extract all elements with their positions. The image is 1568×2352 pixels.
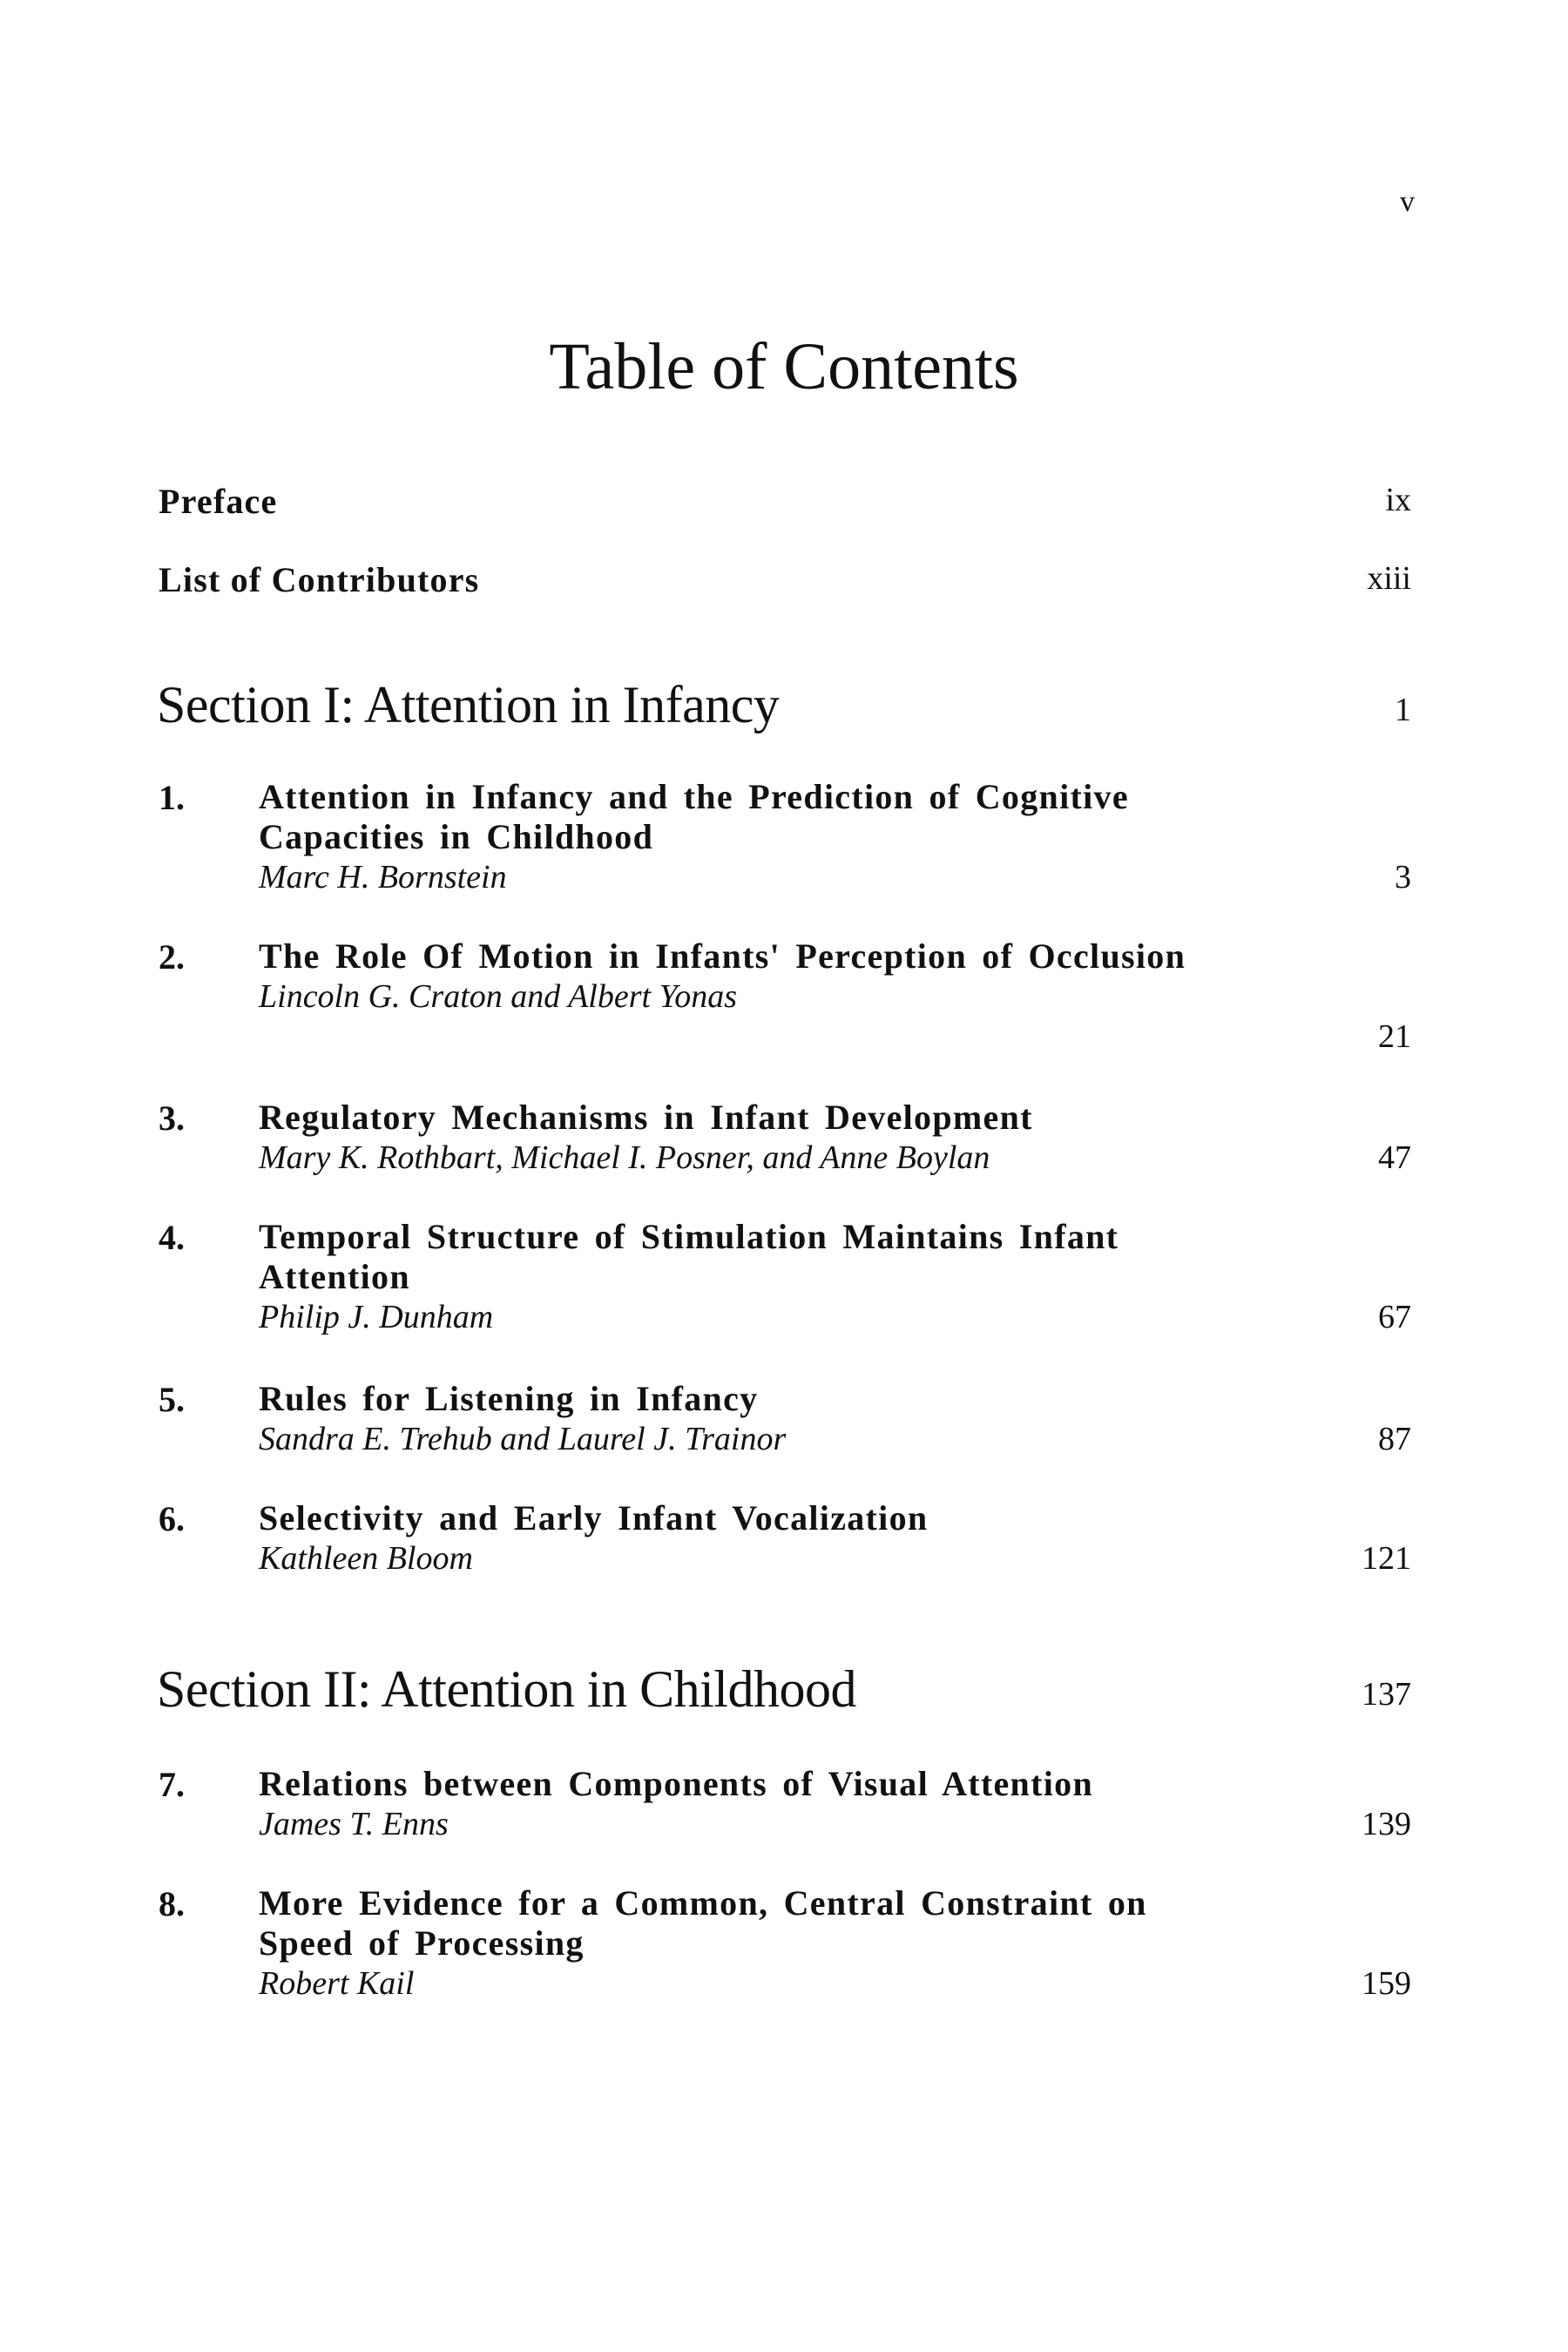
chapter-author: Philip J. Dunham xyxy=(259,1299,494,1335)
chapter-number: 3. xyxy=(159,1098,185,1138)
entry-label: List of Contributors xyxy=(159,560,480,599)
chapter-entry-5[interactable] xyxy=(159,1379,1411,1459)
entry-label: Preface xyxy=(159,482,278,521)
chapter-author: James T. Enns xyxy=(259,1806,449,1842)
chapter-entry-3[interactable] xyxy=(159,1098,1411,1178)
entry-page: ix xyxy=(1385,482,1411,518)
chapter-entry-6[interactable] xyxy=(159,1498,1411,1578)
chapter-entry-7[interactable] xyxy=(159,1764,1411,1844)
chapter-number: 7. xyxy=(159,1765,185,1804)
section-heading-1[interactable] xyxy=(157,675,1411,735)
chapter-author: Mary K. Rothbart, Michael I. Posner, and Anne Boylan xyxy=(259,1139,990,1176)
section-title: Section II: Attention in Childhood xyxy=(157,1660,856,1718)
chapter-author: Marc H. Bornstein xyxy=(259,859,507,896)
chapter-title: The Role Of Motion in Infants' Perception of Occlusion xyxy=(259,936,1186,976)
chapter-page: 139 xyxy=(1362,1806,1411,1842)
chapter-page: 21 xyxy=(1378,1018,1411,1055)
chapter-author: Kathleen Bloom xyxy=(259,1540,473,1577)
chapter-page: 47 xyxy=(1378,1139,1411,1176)
chapter-entry-1[interactable] xyxy=(159,777,1411,897)
chapter-title: Regulatory Mechanisms in Infant Development xyxy=(259,1098,1033,1137)
toc-entry-preface[interactable] xyxy=(159,481,1411,522)
chapter-number: 2. xyxy=(159,937,185,977)
chapter-number: 1. xyxy=(159,778,185,817)
page-title: Table of Contents xyxy=(549,330,1019,403)
chapter-page: 159 xyxy=(1362,1965,1411,2002)
chapter-number: 4. xyxy=(159,1218,185,1257)
chapter-page: 67 xyxy=(1378,1299,1411,1335)
chapter-author: Sandra E. Trehub and Laurel J. Trainor xyxy=(259,1421,787,1457)
section-page: 137 xyxy=(1362,1676,1411,1713)
chapter-entry-8[interactable] xyxy=(159,1883,1411,2004)
section-title: Section I: Attention in Infancy xyxy=(157,676,780,733)
chapter-title: More Evidence for a Common, Central Constraint on Speed of Processing xyxy=(259,1883,1147,1963)
chapter-author: Lincoln G. Craton and Albert Yonas xyxy=(259,978,737,1015)
entry-page: xiii xyxy=(1367,560,1411,597)
section-page: 1 xyxy=(1395,692,1411,728)
chapter-title: Rules for Listening in Infancy xyxy=(259,1379,759,1418)
chapter-number: 8. xyxy=(159,1884,185,1923)
chapter-title: Attention in Infancy and the Prediction of Cognitive Capacities in Childhood xyxy=(259,777,1129,856)
section-heading-2[interactable] xyxy=(157,1659,1411,1720)
chapter-page: 87 xyxy=(1378,1421,1411,1457)
chapter-number: 6. xyxy=(159,1499,185,1538)
chapter-title: Selectivity and Early Infant Vocalization xyxy=(259,1498,929,1538)
page-number: v xyxy=(1400,186,1415,218)
chapter-entry-2[interactable] xyxy=(159,936,1411,1057)
chapter-page: 121 xyxy=(1362,1540,1411,1577)
chapter-entry-4[interactable] xyxy=(159,1217,1411,1337)
chapter-author: Robert Kail xyxy=(259,1965,415,2002)
toc-entry-contributors[interactable] xyxy=(159,559,1411,600)
chapter-number: 5. xyxy=(159,1380,185,1419)
chapter-title: Temporal Structure of Stimulation Maintains Infant Attention xyxy=(259,1217,1119,1296)
chapter-page: 3 xyxy=(1395,859,1411,896)
chapter-title: Relations between Components of Visual Attention xyxy=(259,1764,1093,1803)
